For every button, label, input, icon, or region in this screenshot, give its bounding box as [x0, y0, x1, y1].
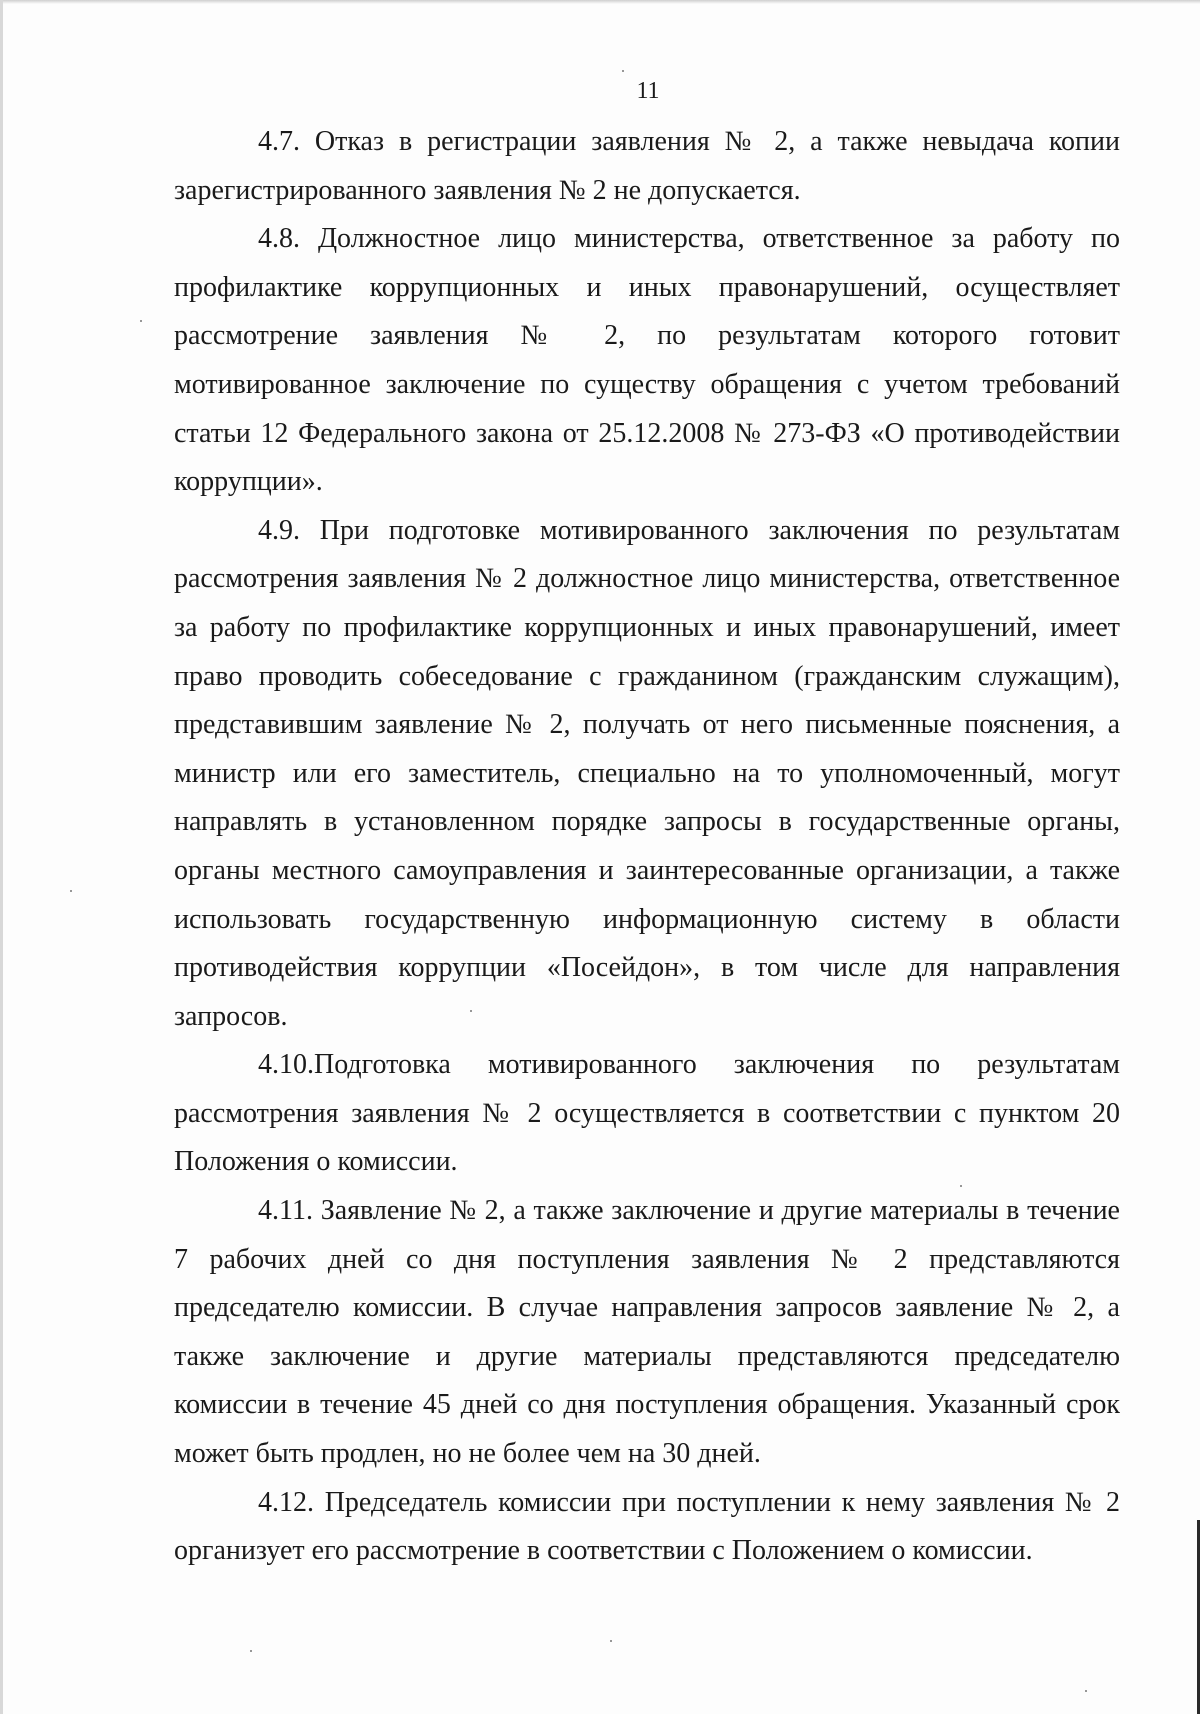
- paragraph-4-8: 4.8. Должностное лицо министерства, ответственное за работу по профилактике коррупционных и иных правонарушений, осуществляет рассмотрение заявления № 2, по результатам которого готовит мотивированное заключение по существу обращения с учетом требований статьи 12 Федерального закона от 25.12.2008 № 273-ФЗ «О противодействии коррупции».: [174, 223, 1120, 498]
- scan-speck: [250, 1650, 252, 1652]
- paragraph-4-9: 4.9. При подготовке мотивированного заключения по результатам рассмотрения заявления № 2 должностное лицо министерства, ответственное за работу по профилактике коррупционных и иных правонарушений, имеет право проводить собеседование с гражданином (гражданским служащим), представившим заявление № 2, получать от него письменные пояснения, а министр или его заместитель, специально на то уполномоченный, могут направлять в установленном порядке запросы в государственные органы, органы местного самоуправления и заинтересованные организации, а также использовать государственную информационную систему в области противодействия коррупции «Посейдон», в том числе для направления запросов.: [174, 514, 1120, 1032]
- scan-speck: [622, 70, 624, 72]
- document-body: [174, 118, 1120, 1576]
- scan-edge-left: [0, 0, 3, 1714]
- page-number: 11: [636, 78, 660, 104]
- scan-speck: [140, 320, 142, 322]
- scan-speck: [70, 890, 72, 892]
- paragraph-4-12: 4.12. Председатель комиссии при поступлении к нему заявления № 2 организует его рассмотрение в соответствии с Положением о комиссии.: [174, 1486, 1120, 1567]
- paragraph-4-7: 4.7. Отказ в регистрации заявления № 2, а также невыдача копии зарегистрированного заявления № 2 не допускается.: [174, 126, 1120, 206]
- scan-speck: [610, 1640, 612, 1642]
- paragraph-4-10: 4.10.Подготовка мотивированного заключения по результатам рассмотрения заявления № 2 осуществляется в соответствии с пунктом 20 Положения о комиссии.: [174, 1049, 1120, 1178]
- scan-speck: [470, 1010, 472, 1012]
- scan-speck: [960, 1185, 962, 1187]
- paragraph-4-11: 4.11. Заявление № 2, а также заключение и другие материалы в течение 7 рабочих дней со дня поступления заявления № 2 представляются председателю комиссии. В случае направления запросов заявление № 2, а также заключение и другие материалы представляются председателю комиссии в течение 45 дней со дня поступления обращения. Указанный срок может быть продлен, но не более чем на 30 дней.: [174, 1195, 1120, 1470]
- scan-edge-top: [0, 0, 1200, 4]
- scan-speck: [1085, 1690, 1087, 1692]
